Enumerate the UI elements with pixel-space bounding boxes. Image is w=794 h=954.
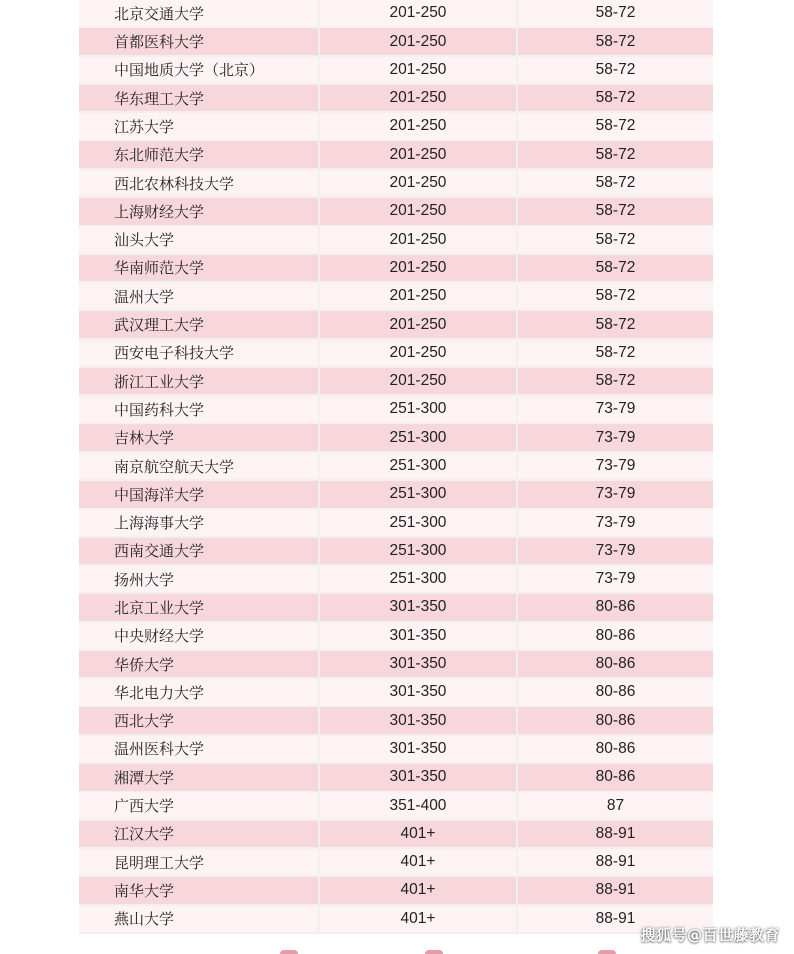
- rank-range-cell: 251-300: [320, 481, 516, 508]
- rank-range-cell: 201-250: [320, 170, 516, 197]
- rank-range-cell: 201-250: [320, 85, 516, 112]
- rank-range-cell: 201-250: [320, 141, 516, 168]
- university-name-cell: 昆明理工大学: [79, 849, 318, 876]
- table-row: [79, 57, 713, 84]
- bottom-decoration-right: [598, 950, 616, 954]
- rank-range-cell: 401+: [320, 849, 516, 876]
- score-range-cell: 58-72: [518, 85, 713, 112]
- rank-range-cell: 201-250: [320, 368, 516, 395]
- rank-range-cell: 201-250: [320, 283, 516, 310]
- university-name-cell: 上海海事大学: [79, 509, 318, 536]
- rank-range-cell: 301-350: [320, 707, 516, 734]
- university-name-cell: 华东理工大学: [79, 85, 318, 112]
- bottom-decoration-left: [280, 950, 298, 954]
- university-name-cell: 温州医科大学: [79, 736, 318, 763]
- university-name-cell: 扬州大学: [79, 566, 318, 593]
- university-name-cell: 南京航空航天大学: [79, 453, 318, 480]
- university-name-cell: 温州大学: [79, 283, 318, 310]
- table-row: [79, 566, 713, 593]
- rank-range-cell: 251-300: [320, 509, 516, 536]
- ranking-table: [79, 0, 713, 934]
- rank-range-cell: 201-250: [320, 28, 516, 55]
- university-name-cell: 武汉理工大学: [79, 311, 318, 338]
- score-range-cell: 80-86: [518, 623, 713, 650]
- rank-range-cell: 251-300: [320, 424, 516, 451]
- table-row: [79, 877, 713, 904]
- rank-range-cell: 401+: [320, 877, 516, 904]
- table-row: [79, 424, 713, 451]
- university-name-cell: 中国药科大学: [79, 396, 318, 423]
- table-row: [79, 170, 713, 197]
- score-range-cell: 80-86: [518, 707, 713, 734]
- rank-range-cell: 301-350: [320, 594, 516, 621]
- table-row: [79, 594, 713, 621]
- score-range-cell: 88-91: [518, 821, 713, 848]
- table-row: [79, 396, 713, 423]
- rank-range-cell: 301-350: [320, 679, 516, 706]
- rank-range-cell: 401+: [320, 906, 516, 933]
- university-name-cell: 汕头大学: [79, 226, 318, 253]
- score-range-cell: 80-86: [518, 736, 713, 763]
- table-row: [79, 707, 713, 734]
- score-range-cell: 88-91: [518, 877, 713, 904]
- university-name-cell: 西南交通大学: [79, 538, 318, 565]
- table-row: [79, 821, 713, 848]
- score-range-cell: 73-79: [518, 453, 713, 480]
- table-row: [79, 311, 713, 338]
- score-range-cell: 73-79: [518, 538, 713, 565]
- score-range-cell: 73-79: [518, 424, 713, 451]
- score-range-cell: 73-79: [518, 481, 713, 508]
- table-row: [79, 0, 713, 27]
- score-range-cell: 73-79: [518, 396, 713, 423]
- university-name-cell: 东北师范大学: [79, 141, 318, 168]
- score-range-cell: 58-72: [518, 170, 713, 197]
- score-range-cell: 88-91: [518, 849, 713, 876]
- score-range-cell: 58-72: [518, 311, 713, 338]
- table-row: [79, 792, 713, 819]
- rank-range-cell: 301-350: [320, 736, 516, 763]
- rank-range-cell: 201-250: [320, 255, 516, 282]
- score-range-cell: 58-72: [518, 255, 713, 282]
- score-range-cell: 58-72: [518, 57, 713, 84]
- table-row: [79, 679, 713, 706]
- university-name-cell: 中国地质大学（北京）: [79, 57, 318, 84]
- table-row: [79, 764, 713, 791]
- university-name-cell: 江汉大学: [79, 821, 318, 848]
- university-name-cell: 首都医科大学: [79, 28, 318, 55]
- university-name-cell: 中央财经大学: [79, 623, 318, 650]
- score-range-cell: 58-72: [518, 368, 713, 395]
- table-row: [79, 651, 713, 678]
- rank-range-cell: 301-350: [320, 764, 516, 791]
- rank-range-cell: 301-350: [320, 623, 516, 650]
- table-row: [79, 481, 713, 508]
- score-range-cell: 80-86: [518, 594, 713, 621]
- university-name-cell: 华南师范大学: [79, 255, 318, 282]
- university-name-cell: 浙江工业大学: [79, 368, 318, 395]
- table-row: [79, 538, 713, 565]
- watermark-text: 搜狐号@百世藤教育: [640, 926, 780, 944]
- university-name-cell: 江苏大学: [79, 113, 318, 140]
- table-row: [79, 28, 713, 55]
- rank-range-cell: 201-250: [320, 311, 516, 338]
- score-range-cell: 58-72: [518, 141, 713, 168]
- table-row: [79, 255, 713, 282]
- table-row: [79, 141, 713, 168]
- score-range-cell: 58-72: [518, 283, 713, 310]
- score-range-cell: 58-72: [518, 0, 713, 27]
- table-row: [79, 226, 713, 253]
- table-row: [79, 113, 713, 140]
- table-row: [79, 198, 713, 225]
- score-range-cell: 58-72: [518, 340, 713, 367]
- rank-range-cell: 201-250: [320, 226, 516, 253]
- table-row: [79, 368, 713, 395]
- score-range-cell: 73-79: [518, 566, 713, 593]
- rank-range-cell: 251-300: [320, 396, 516, 423]
- university-name-cell: 西安电子科技大学: [79, 340, 318, 367]
- score-range-cell: 73-79: [518, 509, 713, 536]
- score-range-cell: 87: [518, 792, 713, 819]
- university-name-cell: 上海财经大学: [79, 198, 318, 225]
- bottom-decoration-middle: [425, 950, 443, 954]
- table-row: [79, 283, 713, 310]
- table-row: [79, 453, 713, 480]
- rank-range-cell: 201-250: [320, 340, 516, 367]
- university-name-cell: 广西大学: [79, 792, 318, 819]
- university-name-cell: 华北电力大学: [79, 679, 318, 706]
- rank-range-cell: 401+: [320, 821, 516, 848]
- rank-range-cell: 351-400: [320, 792, 516, 819]
- university-name-cell: 西北农林科技大学: [79, 170, 318, 197]
- score-range-cell: 80-86: [518, 679, 713, 706]
- rank-range-cell: 201-250: [320, 198, 516, 225]
- score-range-cell: 58-72: [518, 28, 713, 55]
- table-row: [79, 340, 713, 367]
- score-range-cell: 58-72: [518, 198, 713, 225]
- rank-range-cell: 201-250: [320, 113, 516, 140]
- rank-range-cell: 201-250: [320, 0, 516, 27]
- score-range-cell: 58-72: [518, 226, 713, 253]
- table-row: [79, 906, 713, 933]
- university-name-cell: 北京交通大学: [79, 0, 318, 27]
- university-name-cell: 中国海洋大学: [79, 481, 318, 508]
- rank-range-cell: 251-300: [320, 453, 516, 480]
- table-row: [79, 85, 713, 112]
- score-range-cell: 80-86: [518, 764, 713, 791]
- university-name-cell: 吉林大学: [79, 424, 318, 451]
- score-range-cell: 80-86: [518, 651, 713, 678]
- score-range-cell: 58-72: [518, 113, 713, 140]
- rank-range-cell: 201-250: [320, 57, 516, 84]
- table-row: [79, 736, 713, 763]
- rank-range-cell: 251-300: [320, 538, 516, 565]
- table-row: [79, 849, 713, 876]
- rank-range-cell: 301-350: [320, 651, 516, 678]
- university-name-cell: 北京工业大学: [79, 594, 318, 621]
- table-row: [79, 623, 713, 650]
- university-name-cell: 湘潭大学: [79, 764, 318, 791]
- table-row: [79, 509, 713, 536]
- university-name-cell: 燕山大学: [79, 906, 318, 933]
- rank-range-cell: 251-300: [320, 566, 516, 593]
- score-range-cell: 88-91: [518, 906, 713, 933]
- university-name-cell: 南华大学: [79, 877, 318, 904]
- university-name-cell: 西北大学: [79, 707, 318, 734]
- university-name-cell: 华侨大学: [79, 651, 318, 678]
